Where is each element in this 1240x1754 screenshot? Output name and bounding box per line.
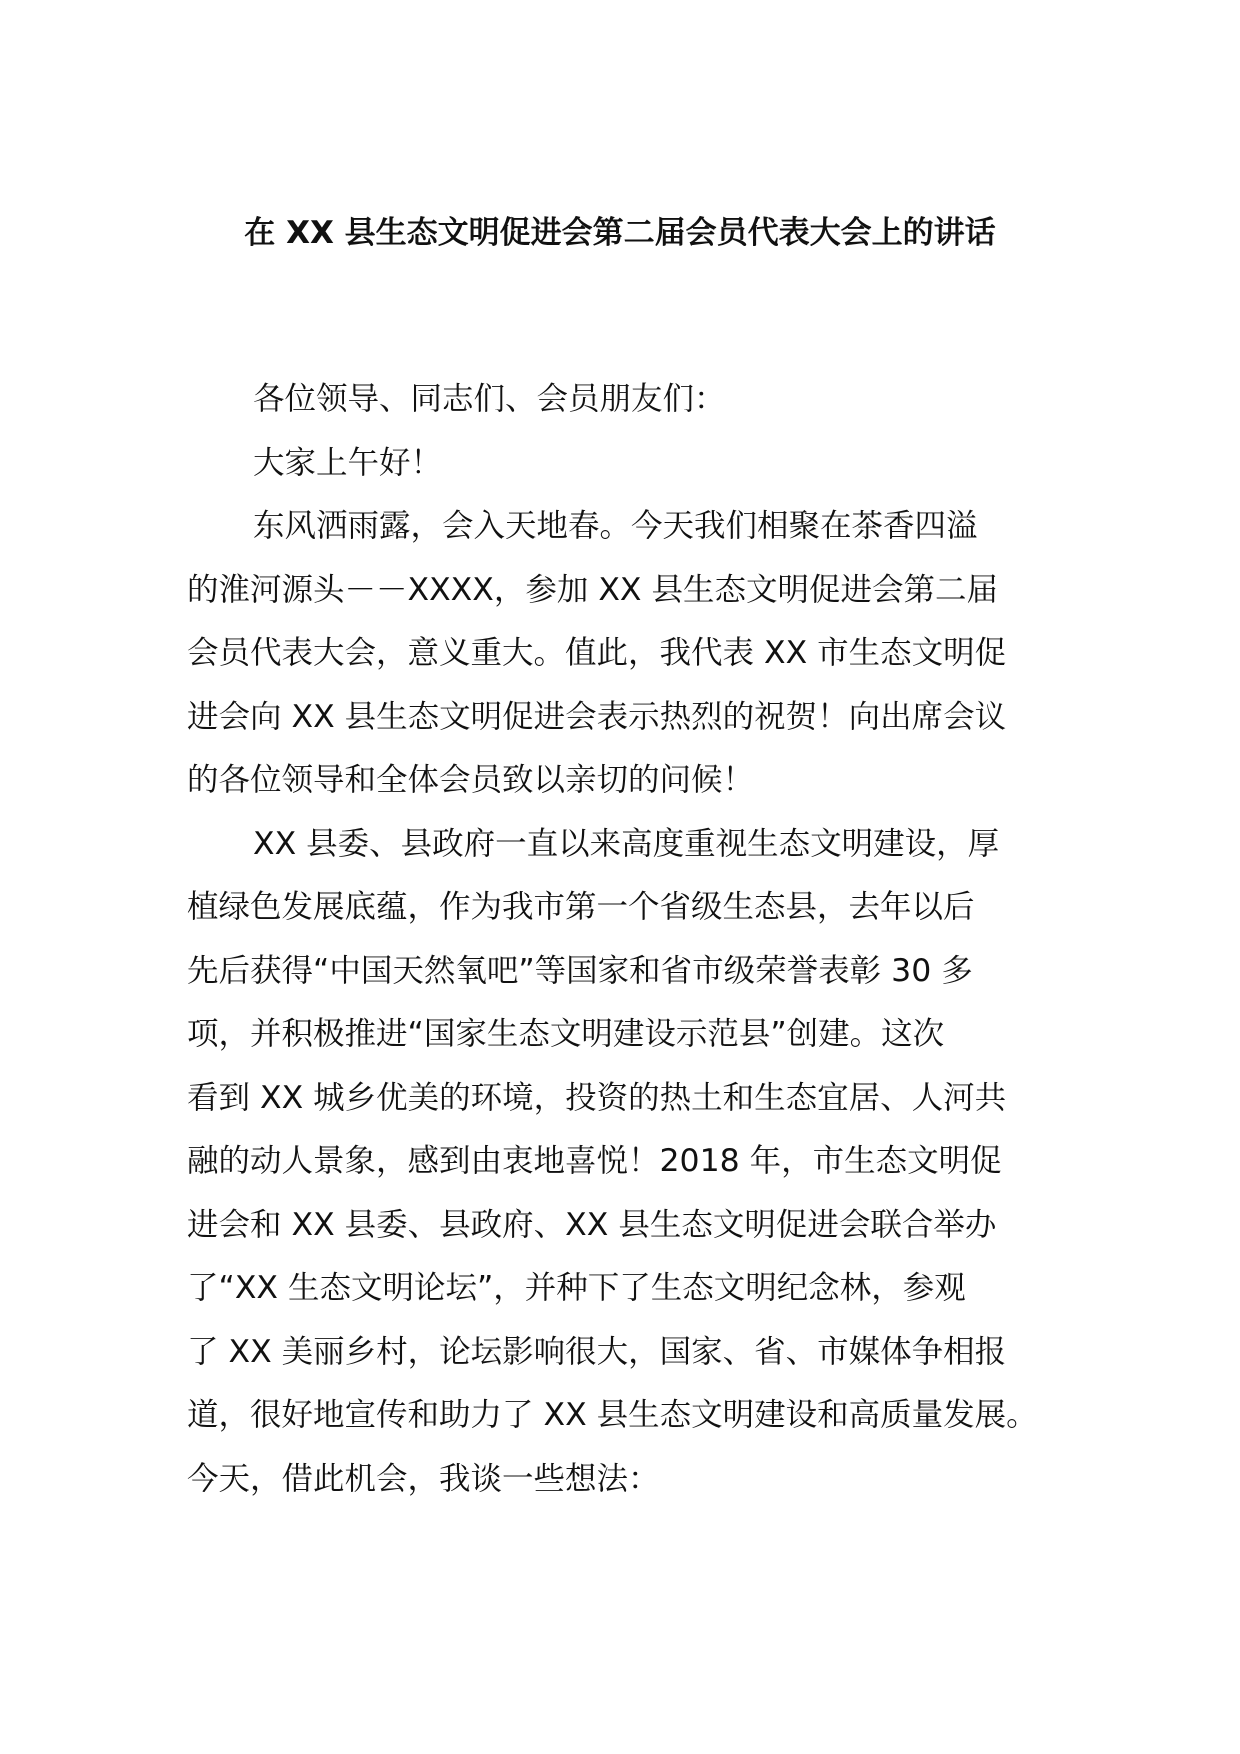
paragraph-2-line-5: 看到 XX 城乡优美的环境，投资的热土和生态宜居、人河共 <box>187 1079 1007 1116</box>
paragraph-2-line-9: 了 XX 美丽乡村，论坛影响很大，国家、省、市媒体争相报 <box>187 1333 1007 1370</box>
paragraph-2-line-2: 植绿色发展底蕴，作为我市第一个省级生态县，去年以后 <box>187 889 975 925</box>
paragraph-1-line-2: 的淮河源头－－XXXX，参加 XX 县生态文明促进会第二届 <box>187 571 999 608</box>
paragraph-1-line-1: 东风洒雨露，会入天地春。今天我们相聚在茶香四溢 <box>253 508 978 544</box>
salutation-line: 各位领导、同志们、会员朋友们： <box>253 381 726 417</box>
greeting-line: 大家上午好！ <box>253 444 443 481</box>
paragraph-2-line-4: 项，并积极推进“国家生态文明建设示范县”创建。这次 <box>187 1016 945 1052</box>
paragraph-1-line-4: 进会向 XX 县生态文明促进会表示热烈的祝贺！向出席会议 <box>187 698 1007 735</box>
paragraph-2-line-7: 进会和 XX 县委、县政府、XX 县生态文明促进会联合举办 <box>187 1206 997 1243</box>
paragraph-2-line-6: 融的动人景象，感到由衷地喜悦！2018 年，市生态文明促 <box>187 1143 1002 1179</box>
paragraph-2-line-1: XX 县委、县政府一直以来高度重视生态文明建设，厚 <box>253 825 1000 862</box>
paragraph-1-line-5: 的各位领导和全体会员致以亲切的问候！ <box>187 762 755 798</box>
document-body <box>187 368 1067 1511</box>
paragraph-2-line-11: 今天，借此机会，我谈一些想法： <box>187 1460 660 1497</box>
paragraph-2-line-10: 道，很好地宣传和助力了 XX 县生态文明建设和高质量发展。 <box>187 1397 1038 1433</box>
paragraph-1-line-3: 会员代表大会，意义重大。值此，我代表 XX 市生态文明促 <box>187 635 1007 671</box>
paragraph-2-line-8: 了“XX 生态文明论坛”，并种下了生态文明纪念林，参观 <box>187 1270 966 1306</box>
paragraph-2-line-3: 先后获得“中国天然氧吧”等国家和省市级荣誉表彰 30 多 <box>187 952 973 989</box>
document-title: 在 XX 县生态文明促进会第二届会员代表大会上的讲话 <box>244 215 996 251</box>
